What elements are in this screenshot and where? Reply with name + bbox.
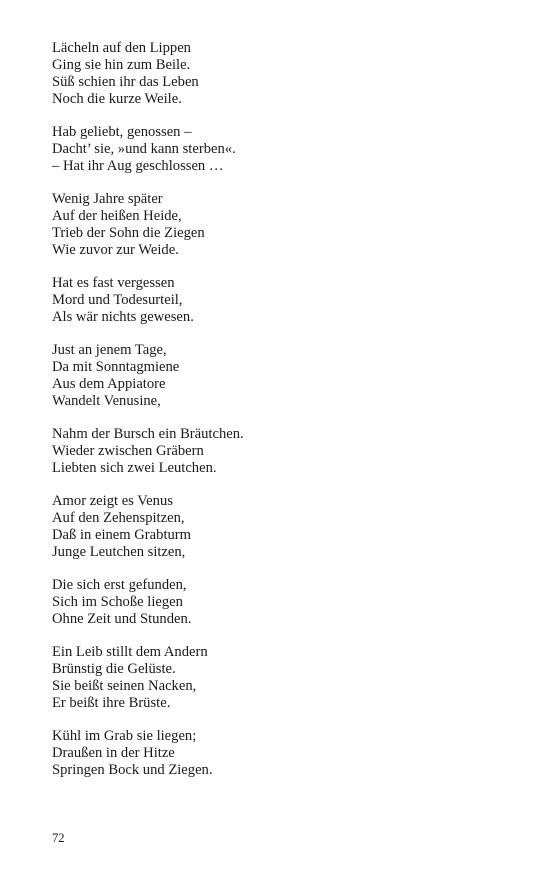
page-number: 72 [52,831,65,845]
poem-line: Lächeln auf den Lippen [52,40,191,56]
poem-line: Just an jenem Tage, [52,342,167,358]
poem-line: Als wär nichts gewesen. [52,309,194,325]
stanza [52,577,492,628]
poem-line: Die sich erst gefunden, [52,577,187,593]
poem-line: Brünstig die Gelüste. [52,661,176,677]
poem-line: Hat es fast vergessen [52,275,175,291]
stanza [52,342,492,410]
stanza [52,426,492,477]
poem-line: Sie beißt seinen Nacken, [52,678,197,694]
stanza [52,40,492,108]
poem-line: – Hat ihr Aug geschlossen … [52,158,224,174]
poem-line: Aus dem Appiatore [52,376,166,392]
poem-text [52,40,492,779]
poem-line: Wandelt Venusine, [52,393,161,409]
poem-line: Dacht’ sie, »und kann sterben«. [52,141,236,157]
poem-line: Ein Leib stillt dem Andern [52,644,208,660]
poem-line: Amor zeigt es Venus [52,493,173,509]
poem-line: Wie zuvor zur Weide. [52,242,179,258]
poem-line: Ohne Zeit und Stunden. [52,611,192,627]
poem-line: Wieder zwischen Gräbern [52,443,204,459]
poem-line: Auf der heißen Heide, [52,208,182,224]
poem-line: Auf den Zehenspitzen, [52,510,185,526]
poem-line: Nahm der Bursch ein Bräutchen. [52,426,244,442]
poem-line: Hab geliebt, genossen – [52,124,192,140]
poem-line: Springen Bock und Ziegen. [52,762,213,778]
poem-line: Süß schien ihr das Leben [52,74,199,90]
poem-line: Junge Leutchen sitzen, [52,544,186,560]
poem-line: Draußen in der Hitze [52,745,175,761]
poem-line: Ging sie hin zum Beile. [52,57,191,73]
stanza [52,493,492,561]
poem-line: Wenig Jahre später [52,191,163,207]
poem-line: Trieb der Sohn die Ziegen [52,225,205,241]
poem-line: Da mit Sonntagmiene [52,359,180,375]
poem-line: Noch die kurze Weile. [52,91,182,107]
stanza [52,191,492,259]
stanza [52,644,492,712]
poem-line: Kühl im Grab sie liegen; [52,728,197,744]
poem-line: Er beißt ihre Brüste. [52,695,171,711]
stanza [52,275,492,326]
poem-line: Liebten sich zwei Leutchen. [52,460,217,476]
poem-line: Mord und Todesurteil, [52,292,183,308]
stanza [52,728,492,779]
stanza [52,124,492,175]
poem-line: Daß in einem Grabturm [52,527,192,543]
poem-line: Sich im Schoße liegen [52,594,183,610]
